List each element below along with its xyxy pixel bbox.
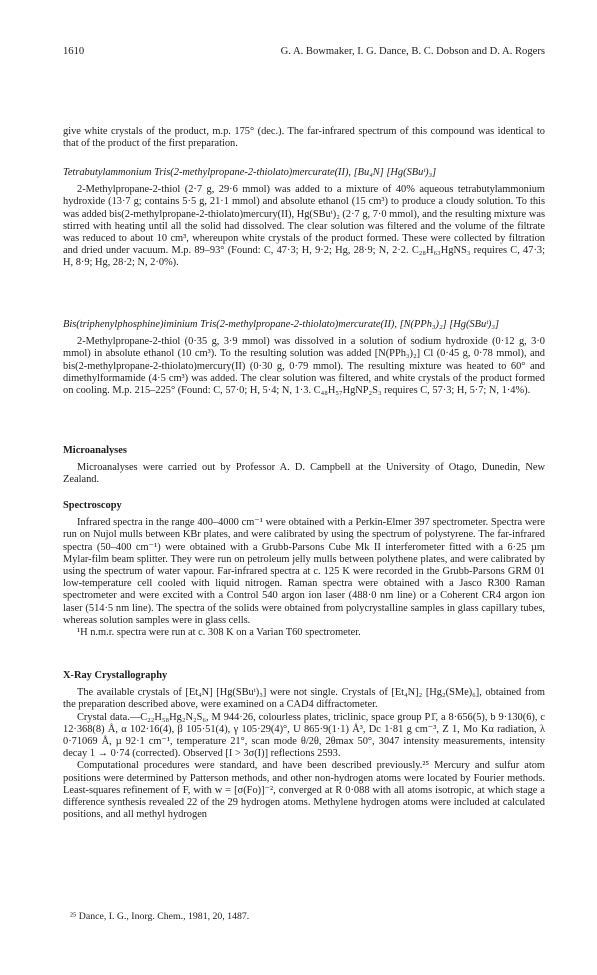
section-paragraph: Infrared spectra in the range 400–4000 cm⁻¹ were obtained with a Perkin-Elmer 397 spectrometer. Spectra were run on Nujol mulls between KBr plates, and were calibrated by using the spectrum of polystyrene. The far-infrared spectra (50–400 cm⁻¹) were obtained with a Grubb-Parsons Cube Mk II interferometer fitted with a 6·25 µm Mylar-film beam splitter. They were run on petroleum jelly mulls between polythene plates, and were calibrated by using the spectrum of water vapour. Far-infrared spectra at c. 125 K were recorded in the Grubb-Parsons GRM 01 low-temperature cell cooled with liquid nitrogen. Raman spectra were obtained with a Jasco R300 Raman spectrometer and were excited with a Control 540 argon ion laser (488·0 nm line) or a Coherent CR4 argon ion laser (514·5 nm line). The spectra of the solids were obtained from polycrystalline samples in glass capillary tubes, whereas solution samples were in glass cells. <box>63 517 545 626</box>
section-heading: Spectroscopy <box>63 500 122 511</box>
footnote: ²⁵ Dance, I. G., Inorg. Chem., 1981, 20, 1487. <box>70 911 250 922</box>
section-paragraph: The available crystals of [Et₄N] [Hg(SBuᵗ)₃] were not single. Crystals of [Et₄N]₂ [Hg₂(SMe)₆], obtained from the preparation described above, were examined on a CAD4 diffractometer. <box>63 687 545 711</box>
section-paragraph: 2-Methylpropane-2-thiol (2·7 g, 29·6 mmol) was added to a mixture of 40% aqueous tetrabutylammonium hydroxide (13·7 g; contains 5·5 g, 21·1 mmol) and absolute ethanol (15 cm³) to produce a cloudy solution. To this was added bis(2-methylpropane-2-thiolato)mercury(II), Hg(SBuᵗ)₂ (2·7 g, 7·0 mmol), and the resulting mixture was stirred with heating until all the solid had dissolved. The clear solution was filtered and the volume of the filtrate was reduced to about 10 cm³, whereupon white crystals of the product formed. These were collected by filtration and dried under vacuum. M.p. 89–93° (Found: C, 47·3; H, 9·2; Hg, 28·9; N, 2·2. C₂₈H₆₃HgNS₃ requires C, 47·3; H, 8·9; Hg, 28·2; N, 2·0%). <box>63 184 546 269</box>
section-tetrabutylammonium <box>63 167 545 270</box>
intro-block <box>63 126 545 150</box>
crystal-data-paragraph: Crystal data.—C₂₂H₅₈Hg₂N₂S₆, M 944·26, colourless plates, triclinic, space group P1̄, a 8·656(5), b 9·130(6), c 12·368(8) Å, α 102·16(4), β 105·51(4), γ 105·29(4)°, U 865·9(1·1) Å³, Dc 1·81 g cm⁻³, Z 1, Mo Kα radiation, λ 0·71069 Å, µ 92·1 cm⁻¹, temperature 21°, scan mode θ/2θ, 2θmax 50°, 3047 intensity measurements, intensity decay 1 → 0·74 (corrected). Observed [I > 3σ(I)] reflections 2593. <box>63 711 545 760</box>
section-paragraph: Computational procedures were standard, and have been described previously.²⁵ Mercury and sulfur atom positions were determined by Patterson methods, and other non-hydrogen atoms were located by Fourier methods. Least-squares refinement of F, with w = [σ(Fo)]⁻², converged at R 0·088 with all atoms isotropic, at which stage a difference synthesis revealed 22 of the 29 hydrogen atoms. Methylene hydrogen atoms were included at calculated positions, and all methyl hydrogen <box>63 760 545 821</box>
section-heading: Microanalyses <box>63 445 127 456</box>
section-spectroscopy <box>63 500 545 639</box>
section-paragraph: Microanalyses were carried out by Professor A. D. Campbell at the University of Otago, Dunedin, New Zealand. <box>63 462 545 486</box>
page-number: 1610 <box>63 46 85 57</box>
running-header-authors: G. A. Bowmaker, I. G. Dance, B. C. Dobson and D. A. Rogers <box>280 46 545 57</box>
section-heading: X-Ray Crystallography <box>63 670 168 681</box>
section-heading: Tetrabutylammonium Tris(2-methylpropane-2-thiolato)mercurate(II), [Bu₄N] [Hg(SBuᵗ)₃] <box>63 167 437 178</box>
section-paragraph: 2-Methylpropane-2-thiol (0·35 g, 3·9 mmol) was dissolved in a solution of sodium hydroxide (0·12 g, 3·0 mmol) in absolute ethanol (10 cm³). To the resulting solution was added [N(PPh₃)₂] Cl (0·45 g, 0·78 mmol), and bis(2-methylpropane-2-thiolato)mercury(II) (0·30 g, 0·79 mmol). The resulting mixture was heated to 60° and dimethylformamide (4·5 cm³) was added. The clear solution was filtered, and white crystals of the product formed on cooling. M.p. 215–225° (Found: C, 57·0; H, 5·4; N, 1·3. C₄₈H₅₇HgNP₂S₃ requires C, 57·3; H, 5·7; N, 1·4%). <box>63 336 545 397</box>
intro-paragraph: give white crystals of the product, m.p. 175° (dec.). The far-infrared spectrum of this compound was identical to that of the product of the first preparation. <box>63 126 545 150</box>
section-xray-crystallography <box>63 670 545 821</box>
section-microanalyses <box>63 445 545 487</box>
section-bis-triphenylphosphine <box>63 319 545 397</box>
section-paragraph: ¹H n.m.r. spectra were run at c. 308 K on a Varian T60 spectrometer. <box>77 627 361 639</box>
section-heading: Bis(triphenylphosphine)iminium Tris(2-methylpropane-2-thiolato)mercurate(II), [N(PPh₃)₂] [Hg(SBuᵗ)₃] <box>63 319 500 330</box>
